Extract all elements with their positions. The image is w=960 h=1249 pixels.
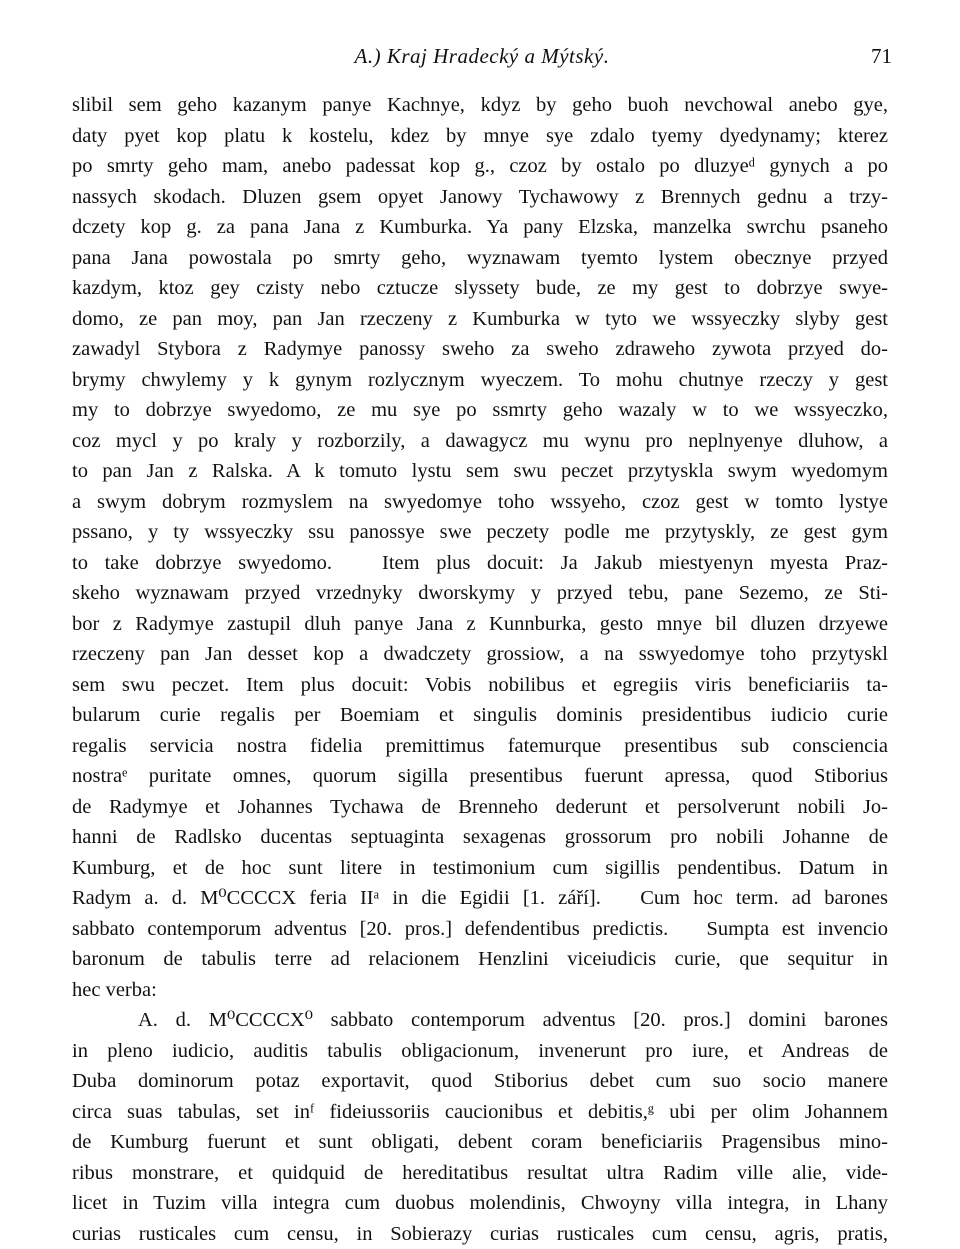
- text-line: Duba dominorum potaz exportavit, quod Stiborius debet cum suo socio manere: [72, 1066, 888, 1097]
- text-line: to pan Jan z Ralska. A k tomuto lystu sem swu peczet przytyskla swym wyedomym: [72, 456, 888, 487]
- text-line: brymy chwylemy y k gynym rozlycznym wyeczem. To mohu chutnye rzeczy y gest: [72, 365, 888, 396]
- page-number: 71: [871, 44, 892, 69]
- text-line: zawadyl Stybora z Radymye panossy sweho za sweho zdraweho zywota przyed do-: [72, 334, 888, 365]
- text-line: baronum de tabulis terre ad relacionem Henzlini viceiudicis curie, que sequitur in: [72, 944, 888, 975]
- text-line: A. d. M⁰CCCCX⁰ sabbato contemporum adventus [20. pros.] domini barones: [72, 1005, 888, 1036]
- text-line: bularum curie regalis per Boemiam et singulis dominis presidentibus iudicio curie: [72, 700, 888, 731]
- text-line: to take dobrzye swyedomo. Item plus docuit: Ja Jakub miestyenyn myesta Praz-: [72, 548, 888, 579]
- text-line: de Radymye et Johannes Tychawa de Brenneho dederunt et persolverunt nobili Jo-: [72, 792, 888, 823]
- text-line: dczety kop g. za pana Jana z Kumburka. Ya pany Elzska, manzelka swrchu psaneho: [72, 212, 888, 243]
- text-line: pana Jana powostala po smrty geho, wyznawam tyemto lystem obecznye przyed: [72, 243, 888, 274]
- text-body: [72, 90, 888, 1249]
- text-line: circa suas tabulas, set inᶠ fideiussoriis caucionibus et debitis,ᵍ ubi per olim Johannem: [72, 1097, 888, 1128]
- text-line: rzeczeny pan Jan desset kop a dwadczety grossiow, a na sswyedomye toho przytyskl: [72, 639, 888, 670]
- text-line: in pleno iudicio, auditis tabulis obligacionum, invenerunt pro iure, et Andreas de: [72, 1036, 888, 1067]
- text-line: nostraᵉ puritate omnes, quorum sigilla presentibus fuerunt apressa, quod Stiborius: [72, 761, 888, 792]
- text-line: sem swu peczet. Item plus docuit: Vobis nobilibus et egregiis viris beneficiariis ta-: [72, 670, 888, 701]
- text-line: de Kumburg fuerunt et sunt obligati, debent coram beneficiariis Pragensibus mino-: [72, 1127, 888, 1158]
- text-line: pssano, y ty wssyeczky ssu panossye swe peczety podle me przytyskly, ze gest gym: [72, 517, 888, 548]
- text-line: slibil sem geho kazanym panye Kachnye, kdyz by geho buoh nevchowal anebo gye,: [72, 90, 888, 121]
- text-line: hec verba:: [72, 975, 888, 1006]
- text-line: Kumburg, et de hoc sunt litere in testimonium cum sigillis pendentibus. Datum in: [72, 853, 888, 884]
- text-line: a swym dobrym rozmyslem na swyedomye toho wssyeho, czoz gest w tomto lystye: [72, 487, 888, 518]
- page-header: [72, 44, 892, 78]
- text-line: my to dobrzye swyedomo, ze mu sye po ssmrty geho wazaly w to we wssyeczko,: [72, 395, 888, 426]
- text-line: hanni de Radlsko ducentas septuaginta sexagenas grossorum pro nobili Johanne de: [72, 822, 888, 853]
- text-line: skeho wyznawam przyed vrzednyky dworskymy y przyed tebu, pane Sezemo, ze Sti-: [72, 578, 888, 609]
- text-line: licet in Tuzim villa integra cum duobus molendinis, Chwoyny villa integra, in Lhany: [72, 1188, 888, 1219]
- running-title: A.) Kraj Hradecký a Mýtský.: [72, 44, 892, 69]
- text-line: po smrty geho mam, anebo padessat kop g., czoz by ostalo po dluzyeᵈ gynych a po: [72, 151, 888, 182]
- text-line: nassych skodach. Dluzen gsem opyet Janowy Tychawowy z Brennych gednu a trzy-: [72, 182, 888, 213]
- text-line: kazdym, ktoz gey czisty nebo cztucze slyssety bude, ze my gest to dobrzye swye-: [72, 273, 888, 304]
- text-line: bor z Radymye zastupil dluh panye Jana z Kunnburka, gesto mnye bil dluzen drzyewe: [72, 609, 888, 640]
- text-line: regalis servicia nostra fidelia premittimus fatemurque presentibus sub consciencia: [72, 731, 888, 762]
- text-line: sabbato contemporum adventus [20. pros.] defendentibus predictis. Sumpta est invencio: [72, 914, 888, 945]
- text-line: coz mycl y po kraly y rozborzily, a dawagycz mu wynu pro neplnyenye dluhow, a: [72, 426, 888, 457]
- text-line: curias rusticales cum censu, in Sobierazy curias rusticales cum censu, agris, pratis,: [72, 1219, 888, 1249]
- text-line: domo, ze pan moy, pan Jan rzeczeny z Kumburka w tyto we wssyeczky slyby gest: [72, 304, 888, 335]
- text-line: Radym a. d. M⁰CCCCX feria IIᵃ in die Egidii [1. září]. Cum hoc term. ad barones: [72, 883, 888, 914]
- text-line: ribus monstrare, et quidquid de hereditatibus resultat ultra Radim ville alie, vide-: [72, 1158, 888, 1189]
- text-line: daty pyet kop platu k kostelu, kdez by mnye sye zdalo tyemy dyedynamy; kterez: [72, 121, 888, 152]
